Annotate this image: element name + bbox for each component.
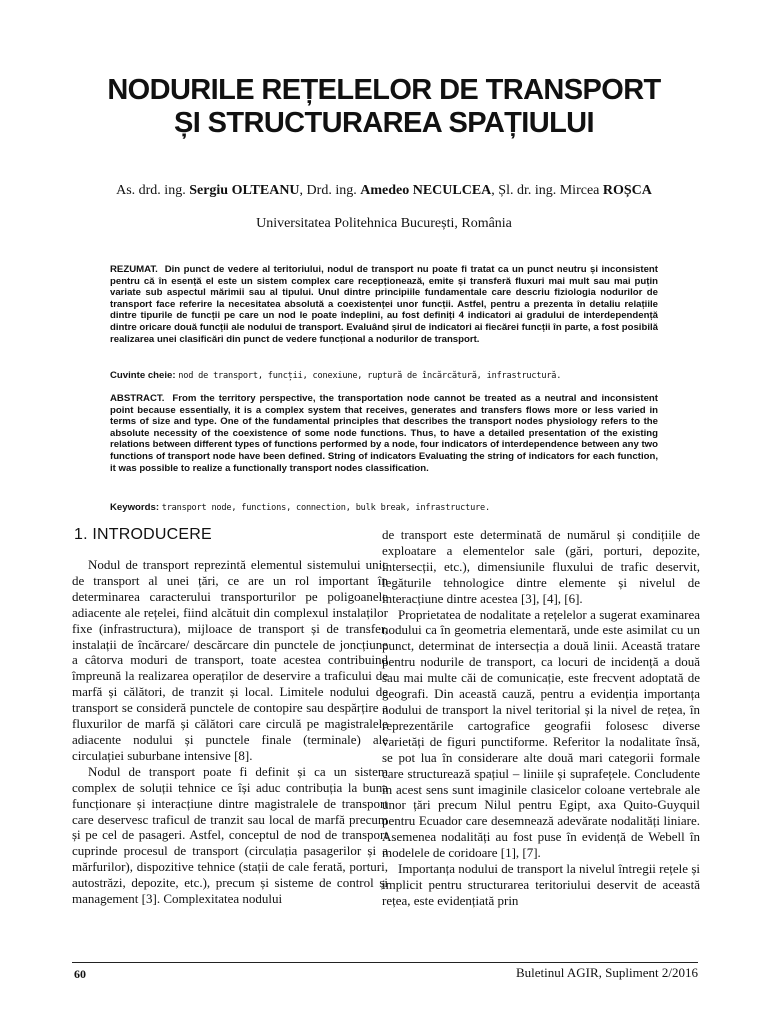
keywords-english bbox=[110, 502, 658, 514]
keywords-text: transport node, functions, connection, bulk break, infrastructure. bbox=[161, 503, 490, 513]
page-number: 60 bbox=[74, 967, 86, 981]
abstract-label: REZUMAT. bbox=[110, 264, 158, 275]
section-heading: 1. INTRODUCERE bbox=[74, 526, 212, 543]
journal-name: Buletinul AGIR, Supliment 2/2016 bbox=[515, 965, 698, 980]
title-line-1: NODURILE REȚELELOR DE TRANSPORT bbox=[107, 74, 661, 106]
author-name: Amedeo NECULCEA bbox=[360, 183, 492, 198]
abstract-text: From the territory perspective, the transportation node cannot be treated as a neutral and inconsistent point because essentially, it is a complex system that receives, generates and transfers flows more or less varied in terms of size and type. One of the fundamental principles that describes the transport nodes physiology refers to the absolute necessity of the coexistence of some node functions. Thus, to have a detailed presentation of the existing relations between different types of functions performed by a node, four indicators of interdependence between any two functions of transport node have been defined. String of indicators Evaluating the string of indicators for each function, it was possible to realize a functionally transport nodes classification. bbox=[110, 393, 658, 474]
author-prefix: As. drd. ing. bbox=[116, 183, 190, 198]
footer-divider bbox=[72, 962, 698, 963]
author-list bbox=[40, 182, 728, 200]
author-name: Sergiu OLTEANU bbox=[189, 183, 300, 198]
keywords-romanian bbox=[110, 370, 658, 382]
body-paragraph: Nodul de transport reprezintă elementul sistemului unic de transport al unei țări, ce are un rol important în determinarea caracterului transporturilor pe poligoanele adiacente ale rețelei, fiind alcătuit din complexul instalaților fixe (infrastructura), mijloace de transport și de transfer, instalații de încărcare/ descărcare din punctele de joncțiune a câtorva moduri de transport, toate acestea contribuind împreună la realizarea operaților de deservire a traficului de marfă și călători, de tranzit și local. Limitele nodului de transport se consideră punctele de contopire sau despărțire a fluxurilor de marfă și călători care circulă pe magistralele adiacente nodului și punctele finale (terminale) ale circulației suburbane intensive [8]. bbox=[72, 557, 388, 763]
affiliation: Universitatea Politehnica București, România bbox=[256, 216, 512, 231]
author-prefix: Șl. dr. ing. Mircea bbox=[498, 183, 603, 198]
body-paragraph: de transport este determinată de numărul și condițiile de exploatare a elementelor sale (gări, porturi, depozite, intersecții, etc.), dimensiunile fluxului de trafic deservit, legăturile tehnologice dintre elemente și nivelul de interacțiune dintre acestea [3], [4], [6]. bbox=[382, 527, 700, 606]
author-separator: , bbox=[299, 183, 307, 198]
author-prefix: Drd. ing. bbox=[306, 183, 361, 198]
keywords-text: nod de transport, funcții, conexiune, ruptură de încărcătură, infrastructură. bbox=[178, 371, 562, 381]
paper-title bbox=[60, 74, 708, 140]
body-column-left bbox=[72, 557, 388, 907]
body-column-right bbox=[382, 527, 700, 909]
body-paragraph: Importanța nodului de transport la nivelul întregii rețele și implicit pentru structurarea teritoriului deservit de această rețea, este evidențiată prin bbox=[382, 861, 700, 908]
keywords-label: Keywords: bbox=[110, 502, 160, 513]
body-paragraph: Nodul de transport poate fi definit și ca un sistem complex de soluții tehnice ce își aduc contribuția la buna funcționare și interacțiune dintre magistralele de transport care deservesc traficul de tranzit sau local de marfă precum și pe cel de pasageri. Astfel, conceptul de nod de transport cuprinde procesul de transport (circulația pasagerilor și a mărfurilor), dispozitive tehnice (stații de cale ferată, porturi, autostrăzi, depozite, etc.), precum și sisteme de control și management [3]. Complexitatea nodului bbox=[72, 763, 388, 907]
abstract-english bbox=[110, 393, 658, 474]
author-name: ROȘCA bbox=[602, 183, 652, 198]
abstract-text: Din punct de vedere al teritoriului, nodul de transport nu poate fi tratat ca un punct neutru și inconsistent pentru că în esență el este un sistem complex care recepționează, emite și transferă fluxuri mai mult sau mai puțin variate sub aspectul mărimii sau al tipului. Unul dintre principiile fundamentale care descriu fiziologia nodurilor de transport face referire la necesitatea absolută a coexistenței unor funcții. Astfel, pentru a prezenta în detaliu relațiile dintre tipurile de funcții pe care un nod le poate îndeplini, au fost definiți 4 indicatori ai gradului de interdependență dintre oricare două funcții ale nodului de transport. Evaluând șirul de indicatori ai fiecărei funcții în parte, a fost posibilă realizarea unei clasificări din punct de vedere funcțional a nodurilor de transport. bbox=[110, 264, 658, 345]
abstract-romanian bbox=[110, 264, 658, 345]
title-line-2: ȘI STRUCTURAREA SPAȚIULUI bbox=[173, 107, 594, 139]
keywords-label: Cuvinte cheie: bbox=[110, 370, 176, 381]
author-separator: , bbox=[491, 183, 499, 198]
abstract-label: ABSTRACT. bbox=[110, 393, 165, 404]
body-paragraph: Proprietatea de nodalitate a rețelelor a sugerat examinarea nodului ca în geometria elementară, unde este asimilat cu un punct, determinat de intersecția a două linii. Această tratare pentru nodurile de transport, ca locuri de incidență a două sau mai multe căi de comunicație, este frecvent adoptată de geografi. Din această cauză, pentru a evidenția importanța nodului de transport la nivel teritorial și la nivel de rețea, în reprezentările cartografice geografii folosesc diverse varietăți de figuri punctiforme. Referitor la nodalitate însă, se pot lua în considerare alte două mari categorii formale care structurează spațiul – liniile și suprafețele. Concludente în acest sens sunt imaginile clasicelor coloane vertebrale ale unor țări precum Nilul pentru Egipt, axa Quito-Guyquil pentru Ecuador care desemnează adevărate nodalități liniare. Asemenea nodalități au fost puse în evidență de Webell în modelele de coridoare [1], [7]. bbox=[382, 606, 700, 861]
